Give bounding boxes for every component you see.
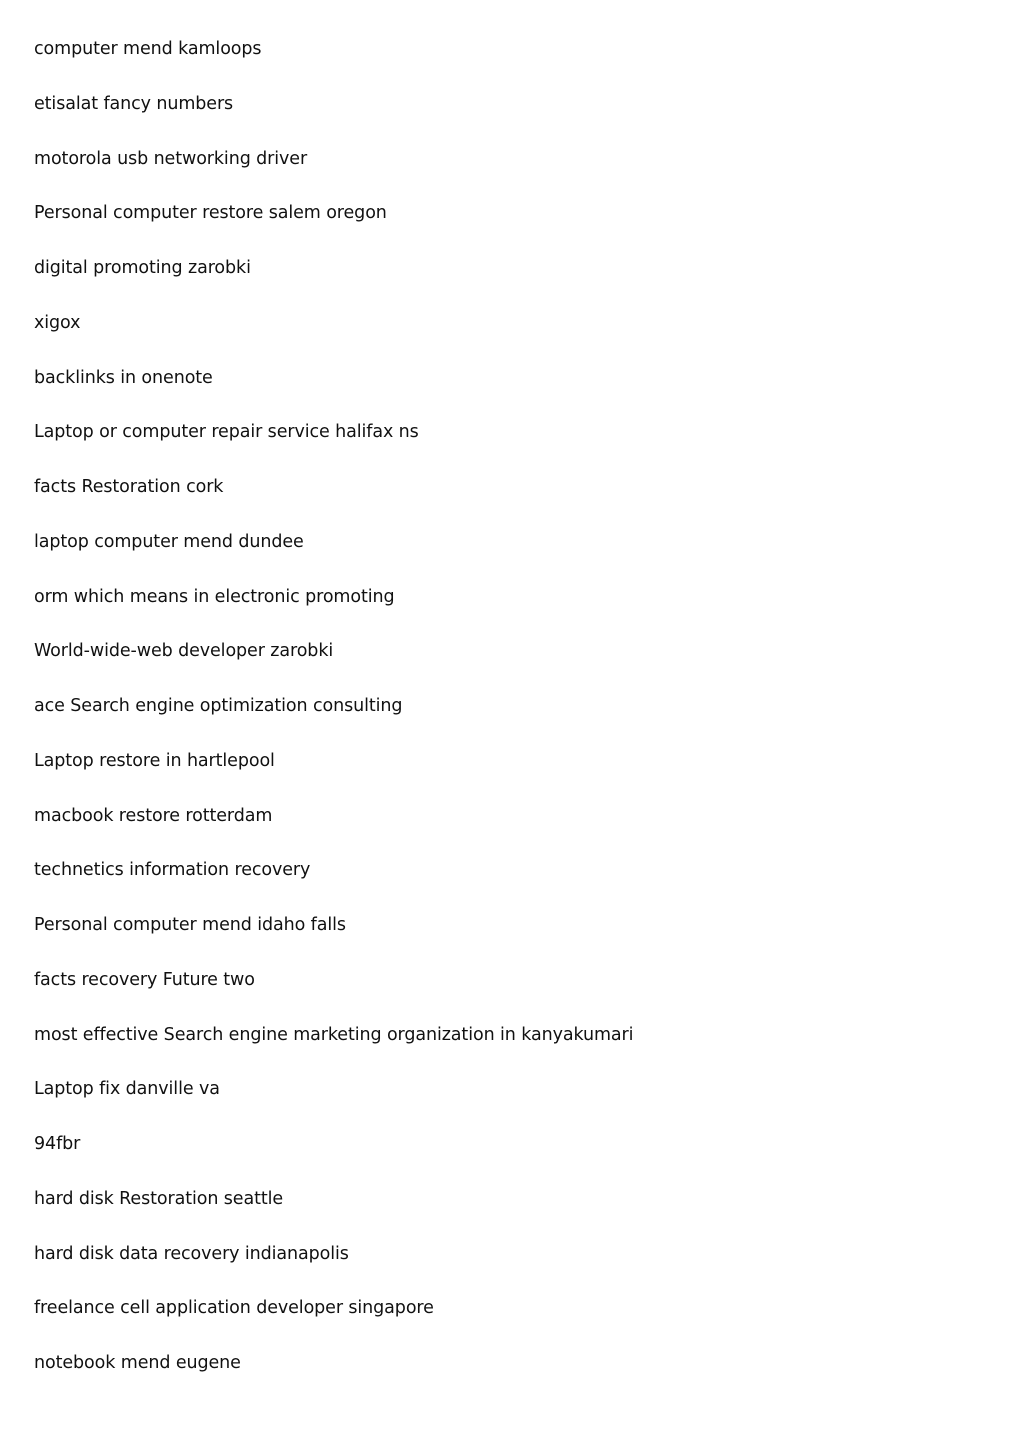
list-item-text: facts Restoration cork (34, 477, 224, 497)
list-item-text: notebook mend eugene (34, 1353, 241, 1373)
list-item (34, 92, 994, 147)
list-item-text: facts recovery Future two (34, 969, 255, 990)
list-item (34, 1187, 994, 1242)
list-item (34, 37, 994, 92)
list-item (34, 1351, 994, 1406)
list-item (34, 1132, 994, 1187)
list-item-text: laptop computer mend dundee (34, 531, 304, 552)
list-item (34, 256, 994, 311)
list-item-text: most effective Search engine marketing organization in kanyakumari (34, 1024, 634, 1045)
list-item-text: Personal computer mend idaho falls (34, 915, 346, 935)
list-item-text: hard disk Restoration seattle (34, 1188, 284, 1209)
list-item (34, 804, 994, 859)
list-item-text: Laptop or computer repair service halifax ns (34, 422, 419, 443)
list-item (34, 1023, 994, 1078)
list-item (34, 420, 994, 475)
list-item (34, 201, 994, 256)
list-item-text: 94fbr (34, 1134, 81, 1154)
list-item (34, 530, 994, 585)
list-item (34, 1077, 994, 1132)
list-item-text: technetics information recovery (34, 860, 311, 881)
document-page (34, 37, 994, 1406)
list-item-text: Laptop fix danville va (34, 1079, 220, 1100)
list-item-text: ace Search engine optimization consulting (34, 696, 403, 716)
list-item (34, 585, 994, 640)
list-item (34, 475, 994, 530)
list-item-text: motorola usb networking driver (34, 148, 308, 169)
list-item (34, 366, 994, 421)
list-item-text: Personal computer restore salem oregon (34, 203, 387, 224)
keyword-list (34, 37, 994, 1406)
list-item (34, 311, 994, 366)
list-item-text: etisalat fancy numbers (34, 93, 234, 114)
list-item-text: Laptop restore in hartlepool (34, 750, 275, 771)
list-item-text: computer mend kamloops (34, 39, 262, 59)
list-item (34, 858, 994, 913)
list-item-text: backlinks in onenote (34, 367, 213, 388)
list-item (34, 749, 994, 804)
list-item (34, 147, 994, 202)
list-item (34, 694, 994, 749)
list-item-text: orm which means in electronic promoting (34, 586, 395, 607)
list-item (34, 1242, 994, 1297)
list-item (34, 913, 994, 968)
list-item-text: macbook restore rotterdam (34, 805, 273, 826)
list-item (34, 639, 994, 694)
list-item-text: hard disk data recovery indianapolis (34, 1243, 349, 1264)
list-item-text: World-wide-web developer zarobki (34, 641, 334, 662)
list-item-text: freelance cell application developer singapore (34, 1298, 434, 1319)
list-item-text: xigox (34, 312, 81, 333)
list-item (34, 1296, 994, 1351)
list-item (34, 968, 994, 1023)
list-item-text: digital promoting zarobki (34, 258, 251, 278)
